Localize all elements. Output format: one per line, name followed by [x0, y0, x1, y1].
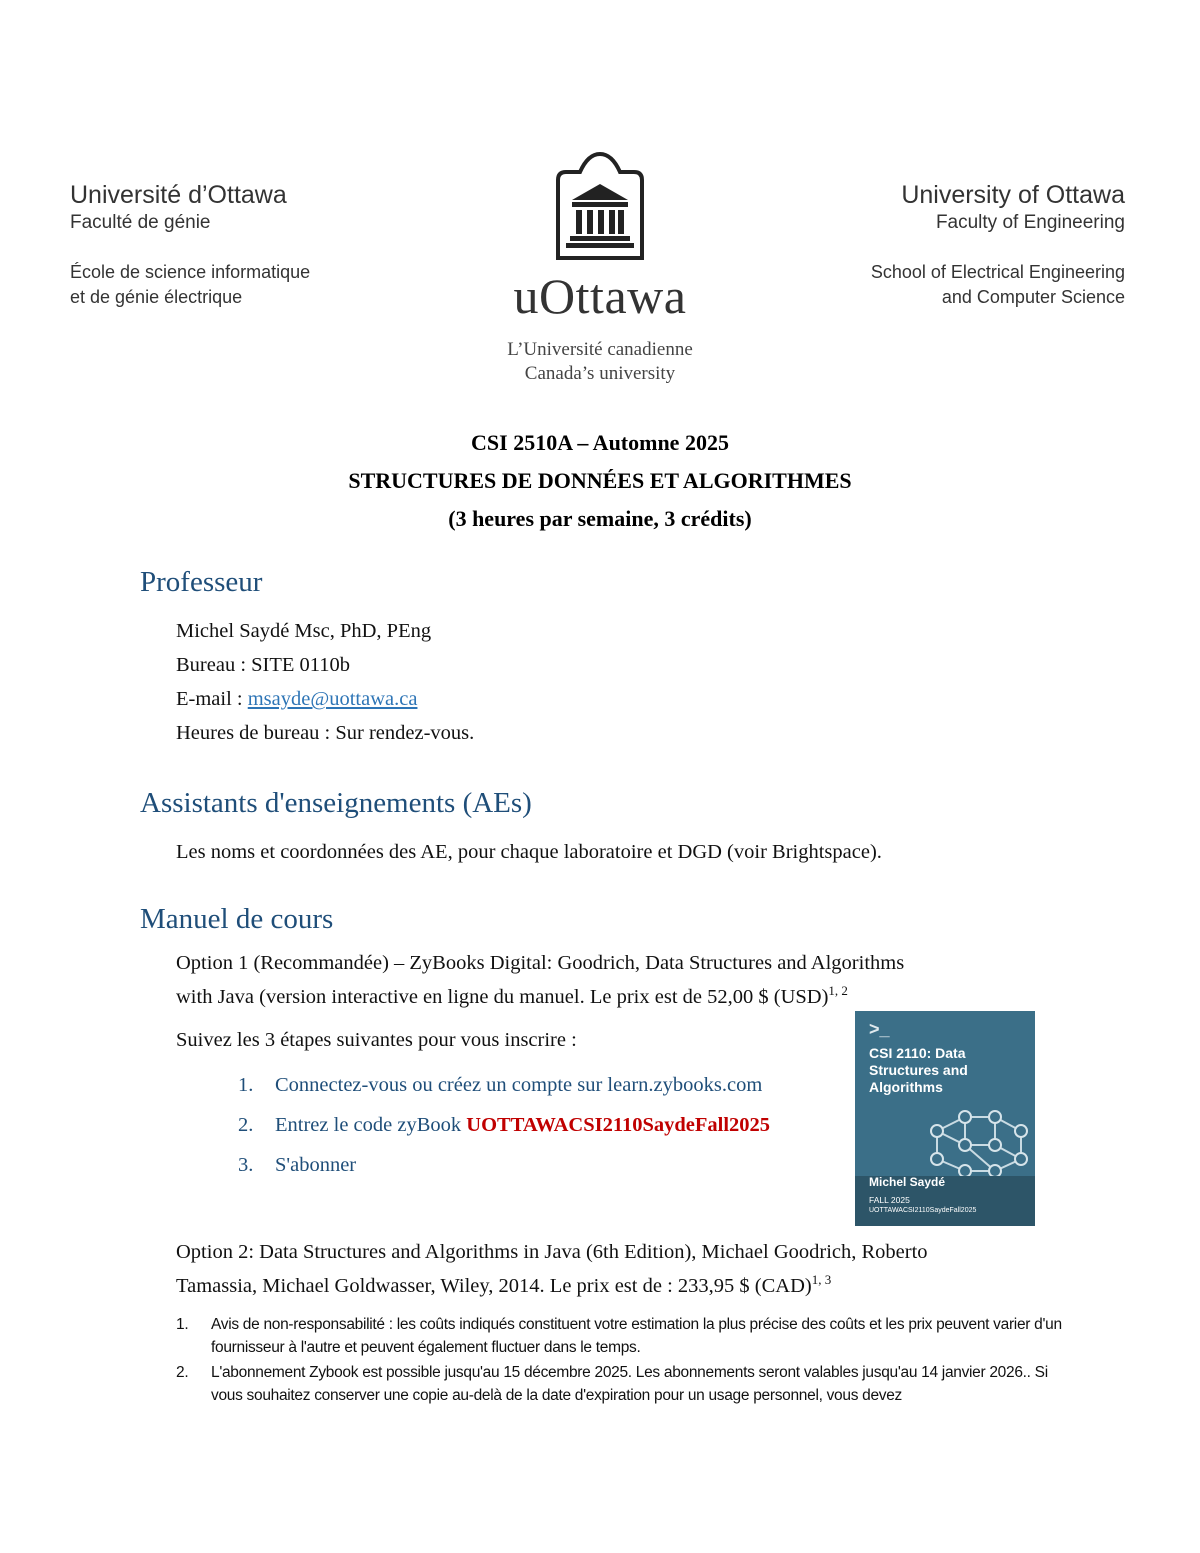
professor-office: Bureau : SITE 0110b	[176, 654, 351, 676]
professor-office-hours: Heures de bureau : Sur rendez-vous.	[176, 722, 475, 744]
assistants-text: Les noms et coordonnées des AE, pour chaque laboratoire et DGD (voir Brightspace).	[176, 841, 882, 863]
steps-intro: Suivez les 3 étapes suivantes pour vous inscrire :	[176, 1029, 577, 1051]
step-item: 3. S'abonner	[238, 1154, 357, 1176]
professor-email-line: E-mail : msayde@uottawa.ca	[176, 688, 418, 710]
logo-tagline: L’Université canadienne Canada’s university	[507, 339, 693, 384]
professor-email-link[interactable]: msayde@uottawa.ca	[247, 688, 418, 710]
professor-heading: Professeur	[140, 566, 263, 598]
professor-name: Michel Saydé Msc, PhD, PEng	[176, 620, 432, 642]
footnote-item: 1. Avis de non-responsabilité : les coûts indiqués constituent votre estimation la plus précise des coûts et les prix peuvent varier d'un fournisseur à l'autre et peuvent également fluctuer dans le temps.	[176, 1316, 1062, 1356]
university-name-fr: Université d’Ottawa	[70, 181, 287, 209]
book-cover-title: CSI 2110: Data Structures and Algorithms	[869, 1045, 968, 1095]
uottawa-logo	[490, 150, 710, 386]
option2-footnote-ref: 1, 3	[811, 1272, 832, 1287]
faculty-name-fr: Faculté de génie	[70, 212, 211, 233]
footnotes	[176, 1313, 1066, 1409]
header-left	[70, 180, 310, 310]
steps-list	[238, 1065, 770, 1185]
step-item: 2. Entrez le code zyBook UOTTAWACSI2110SaydeFall2025	[238, 1114, 771, 1136]
school-name-en: School of Electrical Engineering and Computer Science	[870, 262, 1125, 307]
school-name-fr: École de science informatique et de génie électrique	[70, 262, 311, 307]
book-cover-code: UOTTAWACSI2110SaydeFall2025	[869, 1207, 977, 1214]
footnote-item: 2. L'abonnement Zybook est possible jusqu'au 15 décembre 2025. Les abonnements seront valables jusqu'au 14 janvier 2026.. Si vous souhaitez conserver une copie au-delà de la date d'expiration pour un usage personnel, vous devez	[176, 1364, 1048, 1404]
course-code-term: CSI 2510A – Automne 2025	[471, 430, 729, 455]
textbook-option1: Option 1 (Recommandée) – ZyBooks Digital: Goodrich, Data Structures and Algorithms with Java (version interactive en ligne du manuel. Le prix est de 52,00 $ (USD)$^{1, 2}$	[176, 952, 905, 1008]
step-item: 1. Connectez-vous ou créez un compte sur learn.zybooks.com	[238, 1074, 763, 1096]
logo-wordmark: uOttawa	[513, 268, 687, 324]
network-graph-icon	[925, 1109, 1033, 1179]
building-columns-icon	[550, 150, 650, 262]
university-name-en: University of Ottawa	[901, 181, 1125, 209]
professor-info	[176, 614, 474, 750]
header-right	[871, 180, 1125, 310]
zybook-cover-image	[855, 1011, 1035, 1226]
course-name: STRUCTURES DE DONNÉES ET ALGORITHMES	[348, 468, 852, 493]
textbook-heading: Manuel de cours	[140, 903, 334, 935]
option1-footnote-ref: 1, 2	[828, 983, 848, 998]
course-hours-credits: (3 heures par semaine, 3 crédits)	[448, 506, 752, 531]
terminal-prompt-icon: >_	[869, 1019, 890, 1039]
textbook-option2: Option 2: Data Structures and Algorithms in Java (6th Edition), Michael Goodrich, Roberto Tamassia, Michael Goldwasser, Wiley, 2014. Le prix est de : 233,95 $ (CAD)$^{1, 3}$	[176, 1241, 928, 1297]
zybook-code: UOTTAWACSI2110SaydeFall2025	[466, 1114, 771, 1136]
book-cover-author: Michel Saydé	[869, 1175, 946, 1189]
assistants-heading: Assistants d'enseignements (AEs)	[140, 787, 532, 819]
course-title-block	[0, 424, 1200, 538]
faculty-name-en: Faculty of Engineering	[935, 212, 1125, 233]
book-cover-term: FALL 2025	[869, 1195, 910, 1205]
